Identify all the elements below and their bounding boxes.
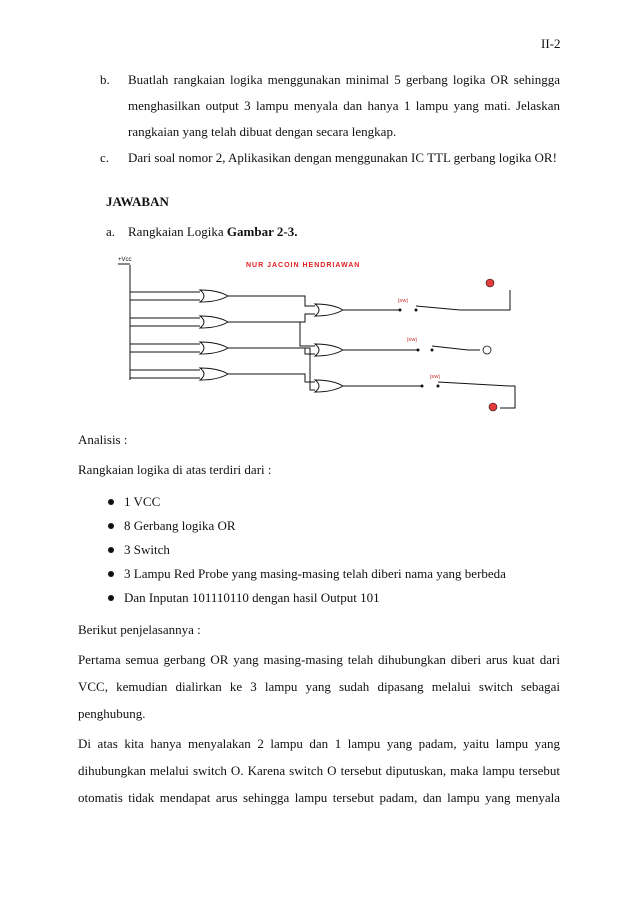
or-gate-1 [200, 290, 228, 302]
question-b-line-3: rangkaian yang telah dibuat dengan secara lengkap. [128, 124, 397, 139]
question-b-line-1: Buatlah rangkaian logika menggunakan minimal 5 gerbang logika OR sehingga [128, 72, 560, 87]
logic-circuit-diagram [100, 250, 540, 420]
page-number: II-2 [541, 36, 561, 51]
bullet-icon [108, 547, 114, 553]
analysis-intro: Rangkaian logika di atas terdiri dari : [78, 462, 272, 477]
paragraph-2-line-1: Di atas kita hanya menyalakan 2 lampu dan 1 lampu yang padam, yaitu lampu yang [78, 736, 560, 751]
paragraph-1-line-1: Pertama semua gerbang OR yang masing-masing telah dihubungkan diberi arus kuat dari [78, 652, 560, 667]
question-c-label: c. [100, 150, 110, 165]
or-gate-4 [200, 368, 228, 380]
switch-label-2: [SW] [407, 337, 417, 342]
question-b-label: b. [100, 72, 110, 87]
list-item: 8 Gerbang logika OR [108, 514, 506, 538]
question-c [100, 150, 126, 166]
answer-a-label: a. [106, 224, 116, 239]
list-item: Dan Inputan 101110110 dengan hasil Output 101 [108, 586, 506, 610]
lamp-red-probe-1 [486, 279, 494, 287]
or-gate-6 [315, 344, 343, 356]
switch-label-3: [SW] [430, 374, 440, 379]
paragraph-1-line-2: VCC, kemudian dialirkan ke 3 lampu yang sudah dipasang melalui switch sebagai [78, 679, 560, 694]
paragraph-2-line-2: dihubungkan melalui switch O. Karena switch O tersebut diputuskan, maka lampu tersebut [78, 763, 560, 778]
analysis-label: Analisis : [78, 432, 128, 447]
list-item: 3 Switch [108, 538, 506, 562]
list-item: 1 VCC [108, 490, 506, 514]
explanation-label: Berikut penjelasannya : [78, 622, 201, 637]
or-gate-7 [315, 380, 343, 392]
lamp-off [483, 346, 491, 354]
bullet-icon [108, 499, 114, 505]
list-item: 3 Lampu Red Probe yang masing-masing telah diberi nama yang berbeda [108, 562, 506, 586]
figure-ref: Gambar 2-3. [226, 224, 298, 239]
or-gate-5 [315, 304, 343, 316]
question-c-line-1: Dari soal nomor 2, Aplikasikan dengan menggunakan IC TTL gerbang logika OR! [128, 150, 557, 165]
bullet-icon [108, 571, 114, 577]
answer-heading: JAWABAN [106, 194, 169, 209]
vcc-label: +Vcc [118, 257, 132, 263]
question-b-line-2: menghasilkan output 3 lampu menyala dan hanya 1 lampu yang mati. Jelaskan [128, 98, 560, 113]
answer-a-text: Rangkaian Logika [128, 224, 224, 239]
paragraph-2-line-3: otomatis tidak mendapat arus sehingga lampu tersebut padam, dan lampu yang menyala [78, 790, 560, 805]
or-gate-3 [200, 342, 228, 354]
lamp-red-probe-3 [489, 403, 497, 411]
answer-a [106, 224, 297, 240]
or-gate-2 [200, 316, 228, 328]
components-list [108, 490, 506, 610]
paragraph-1-line-3: penghubung. [78, 706, 146, 721]
circuit-title: NUR JACOIN HENDRIAWAN [246, 262, 361, 269]
bullet-icon [108, 523, 114, 529]
question-b [100, 72, 126, 88]
bullet-icon [108, 595, 114, 601]
switch-label-1: [SW] [398, 298, 408, 303]
